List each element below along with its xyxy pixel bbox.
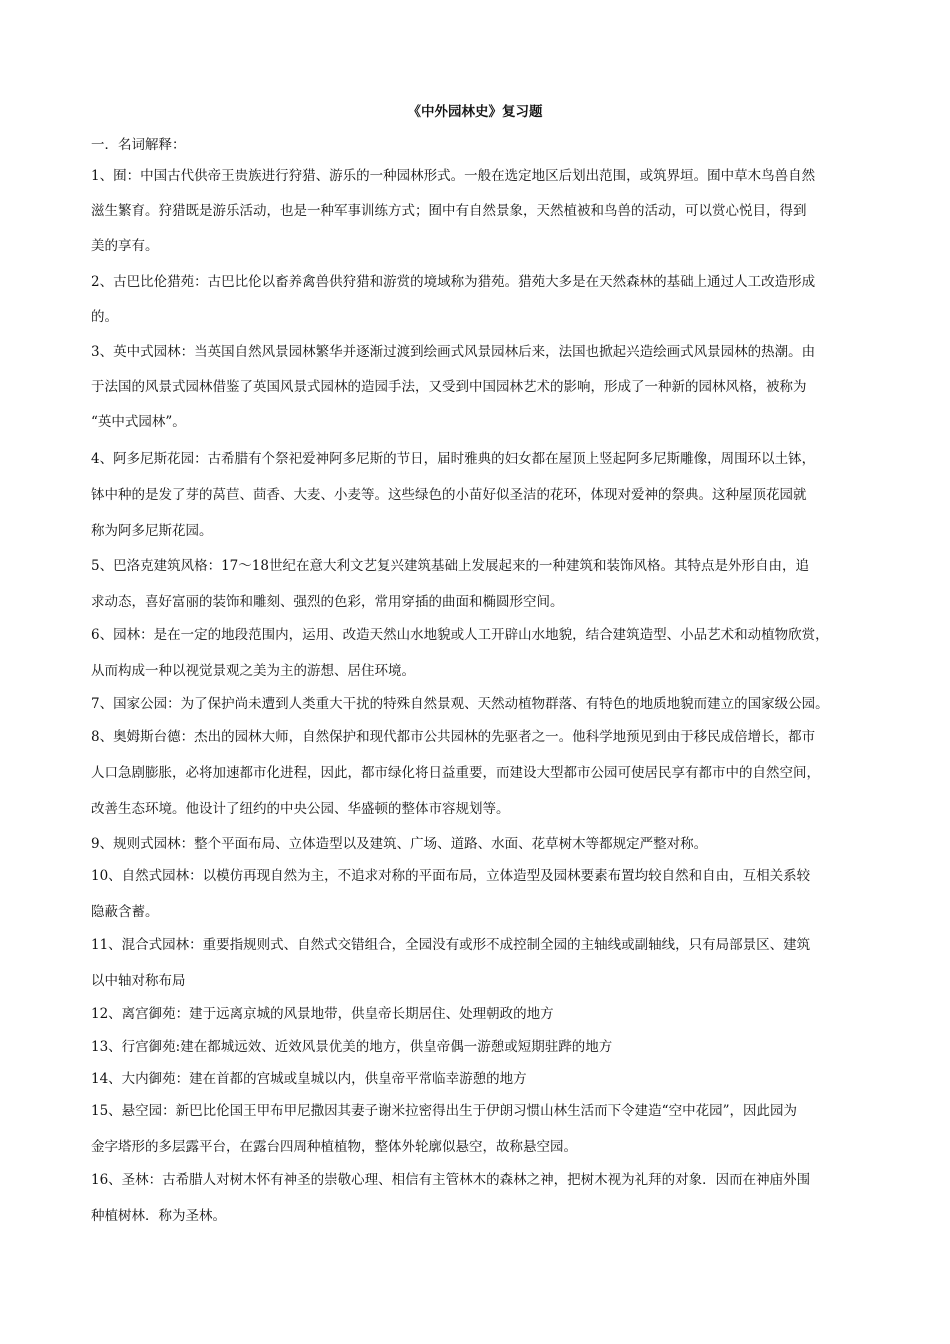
term-entry-16	[91, 1170, 873, 1226]
entry-line: 从而构成一种以视觉景观之美为主的游想、居住环境。	[91, 663, 415, 679]
entry-line: 7、国家公园：为了保护尚未遭到人类重大干扰的特殊自然景观、天然动植物群落、有特色的地质地貌而建立的国家级公园。	[91, 696, 829, 712]
entry-line: 种植树林．称为圣林。	[91, 1208, 226, 1224]
entry-line: 称为阿多尼斯花园。	[91, 523, 213, 539]
term-entry-1	[91, 166, 873, 256]
entry-line: 1、囿：中国古代供帝王贵族进行狩猎、游乐的一种园林形式。一般在选定地区后划出范围，或筑界垣。囿中草木鸟兽自然	[91, 168, 816, 184]
term-entry-6	[91, 625, 873, 681]
entry-line: 14、大内御苑：建在首都的宫城或皇城以内，供皇帝平常临幸游憩的地方	[91, 1071, 527, 1087]
section-heading: 一．名词解释：	[91, 137, 186, 153]
entry-line: 人口急剧膨胀，必将加速都市化进程，因此，都市绿化将日益重要，而建设大型都市公园可使居民享有都市中的自然空间，	[91, 765, 820, 781]
entry-line: 8、奥姆斯台德：杰出的园林大师，自然保护和现代都市公共园林的先驱者之一。他科学地预见到由于移民成倍增长，都市	[91, 729, 816, 745]
entry-line: 6、园林：是在一定的地段范围内，运用、改造天然山水地貌或人工开辟山水地貌，结合建筑造型、小品艺术和动植物欣赏，	[91, 627, 829, 643]
entry-line: 以中轴对称布局	[91, 973, 186, 989]
term-entry-15	[91, 1101, 873, 1157]
entry-line: 钵中种的是发了芽的莴苣、茴香、大麦、小麦等。这些绿色的小苗好似圣洁的花环，体现对爱神的祭典。这种屋顶花园就	[91, 487, 807, 503]
term-entry-14	[91, 1069, 873, 1089]
term-entry-13	[91, 1037, 873, 1057]
term-entry-9	[91, 834, 873, 854]
entry-line: 隐蔽含蓄。	[91, 904, 159, 920]
entry-line: 9、规则式园林：整个平面布局、立体造型以及建筑、广场、道路、水面、花草树木等都规定严整对称。	[91, 836, 708, 852]
entry-line: 于法国的风景式园林借鉴了英国风景式园林的造园手法，又受到中国园林艺术的影响，形成了一种新的园林风格，被称为	[91, 379, 807, 395]
term-entry-12	[91, 1004, 873, 1024]
entry-line: 12、离宫御苑：建于远离京城的风景地带，供皇帝长期居住、处理朝政的地方	[91, 1006, 554, 1022]
entry-line: 5、巴洛克建筑风格：17～18世纪在意大利文艺复兴建筑基础上发展起来的一种建筑和装饰风格。其特点是外形自由，追	[91, 558, 809, 574]
term-entry-8	[91, 727, 873, 819]
entry-line: 金字塔形的多层露平台，在露台四周种植植物，整体外轮廓似悬空，故称悬空园。	[91, 1139, 577, 1155]
entry-line: 求动态，喜好富丽的装饰和雕刻、强烈的色彩，常用穿插的曲面和椭圆形空间。	[91, 594, 564, 610]
entry-line: 2、古巴比伦猎苑：古巴比伦以畜养禽兽供狩猎和游赏的境域称为猎苑。猎苑大多是在天然森林的基础上通过人工改造形成	[91, 274, 816, 290]
term-entry-4	[91, 449, 873, 541]
term-entry-3	[91, 342, 873, 432]
term-entry-7	[91, 694, 873, 714]
entry-line: 11、混合式园林：重要指规则式、自然式交错组合，全园没有或形不成控制全园的主轴线或副轴线，只有局部景区、建筑	[91, 937, 811, 953]
entry-line: 美的享有。	[91, 238, 159, 254]
term-entry-11	[91, 935, 873, 991]
document-title: 《中外园林史》复习题	[407, 104, 543, 120]
entry-line: “英中式园林”。	[91, 414, 186, 430]
term-entry-10	[91, 866, 873, 922]
entry-line: 15、悬空园：新巴比伦国王甲布甲尼撒因其妻子谢米拉密得出生于伊朗习惯山林生活而下令建造“空中花园”，因此园为	[91, 1103, 797, 1119]
entry-line: 13、行宫御苑:建在都城远效、近效风景优美的地方，供皇帝偶一游憩或短期驻跸的地方	[91, 1039, 613, 1055]
term-entry-5	[91, 556, 873, 612]
entry-line: 10、自然式园林：以模仿再现自然为主，不追求对称的平面布局，立体造型及园林要素布置均较自然和自由，互相关系较	[91, 868, 811, 884]
entry-line: 滋生繁育。狩猎既是游乐活动，也是一种军事训练方式；囿中有自然景象，天然植被和鸟兽的活动，可以赏心悦目，得到	[91, 203, 807, 219]
entry-line: 16、圣林：古希腊人对树木怀有神圣的崇敬心理、相信有主管林木的森林之神，把树木视为礼拜的对象．因而在神庙外围	[91, 1172, 811, 1188]
entry-line: 的。	[91, 309, 118, 325]
entry-line: 3、英中式园林：当英国自然风景园林繁华并逐渐过渡到绘画式风景园林后来，法国也掀起兴造绘画式风景园林的热潮。由	[91, 344, 816, 360]
entry-line: 改善生态环境。他设计了纽约的中央公园、华盛顿的整体市容规划等。	[91, 801, 510, 817]
entry-line: 4、阿多尼斯花园：古希腊有个祭祀爱神阿多尼斯的节日，届时雅典的妇女都在屋顶上竖起阿多尼斯雕像，周围环以土钵，	[91, 451, 816, 467]
term-entry-2	[91, 272, 873, 327]
